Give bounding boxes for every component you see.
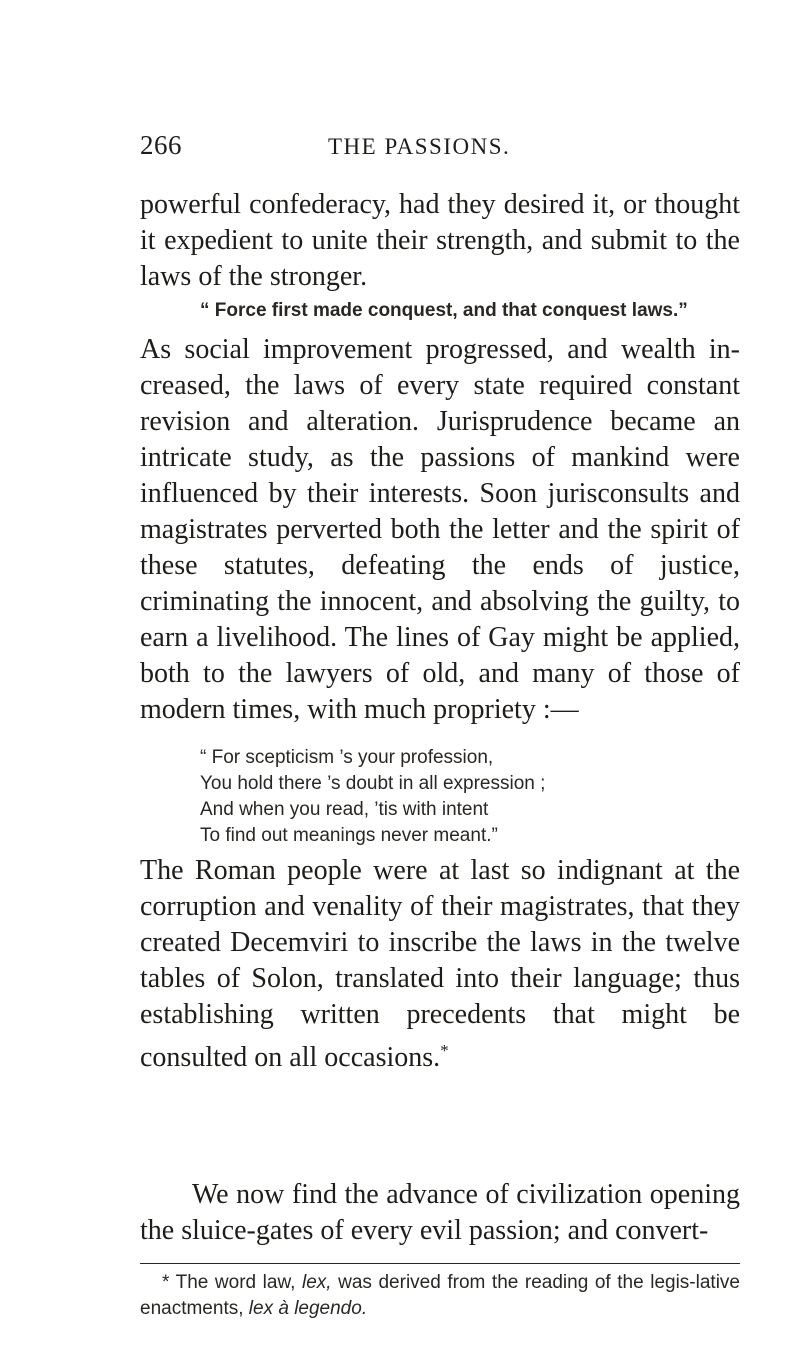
verse-line: To find out meanings never meant.” xyxy=(200,825,498,846)
footnote xyxy=(140,1270,740,1322)
verse-line: And when you read, ’tis with intent xyxy=(200,799,489,820)
footnote-reference-mark: * xyxy=(440,1041,449,1060)
paragraph-3-text: The Roman people were at last so indignant at the corruption and venality of their magistrates, that they created Decemviri to inscribe the laws in the twelve tables of Solon, translated into their language; thus establishing written precedents that might be consulted on all occasions. xyxy=(140,855,740,1073)
verse-quotation xyxy=(200,745,545,849)
paragraph-4: We now find the advance of civilization opening the sluice-gates of every evil passion; and convert- xyxy=(140,1179,740,1246)
running-head: THE PASSIONS. xyxy=(328,134,511,159)
footnote-mark: * xyxy=(162,1272,170,1293)
footnote-divider xyxy=(140,1263,740,1264)
paragraph-2: As social improvement progressed, and wealth in-creased, the laws of every state required constant revision and alteration. Jurisprudence became an intricate study, as the passions of mankind were influenced by their interests. Soon jurisconsults and magistrates perverted both the letter and the spirit of these statutes, defeating the ends of justice, criminating the innocent, and absolving the guilty, to earn a livelihood. The lines of Gay might be applied, both to the lawyers of old, and many of those of modern times, with much propriety :— xyxy=(140,334,740,725)
paragraph-3 xyxy=(140,853,740,1076)
footnote-italic-latin-phrase: lex à legendo. xyxy=(248,1298,368,1319)
page-number: 266 xyxy=(140,130,182,160)
verse-line: “ For scepticism ’s your profession, xyxy=(200,747,494,768)
quotation-line: “ Force first made conquest, and that conquest laws.” xyxy=(200,300,688,321)
page-header xyxy=(140,130,740,166)
footnote-italic-lex: lex, xyxy=(301,1272,332,1293)
footnote-text: The word law, xyxy=(169,1272,302,1293)
paragraph-1: powerful confederacy, had they desired it, or thought it expedient to unite their strength, and submit to the laws of the stronger. xyxy=(140,189,740,292)
verse-line: You hold there ’s doubt in all expression ; xyxy=(200,773,546,794)
footnote-text: was derived from the reading of the legis-lative enactments, xyxy=(140,1272,740,1319)
